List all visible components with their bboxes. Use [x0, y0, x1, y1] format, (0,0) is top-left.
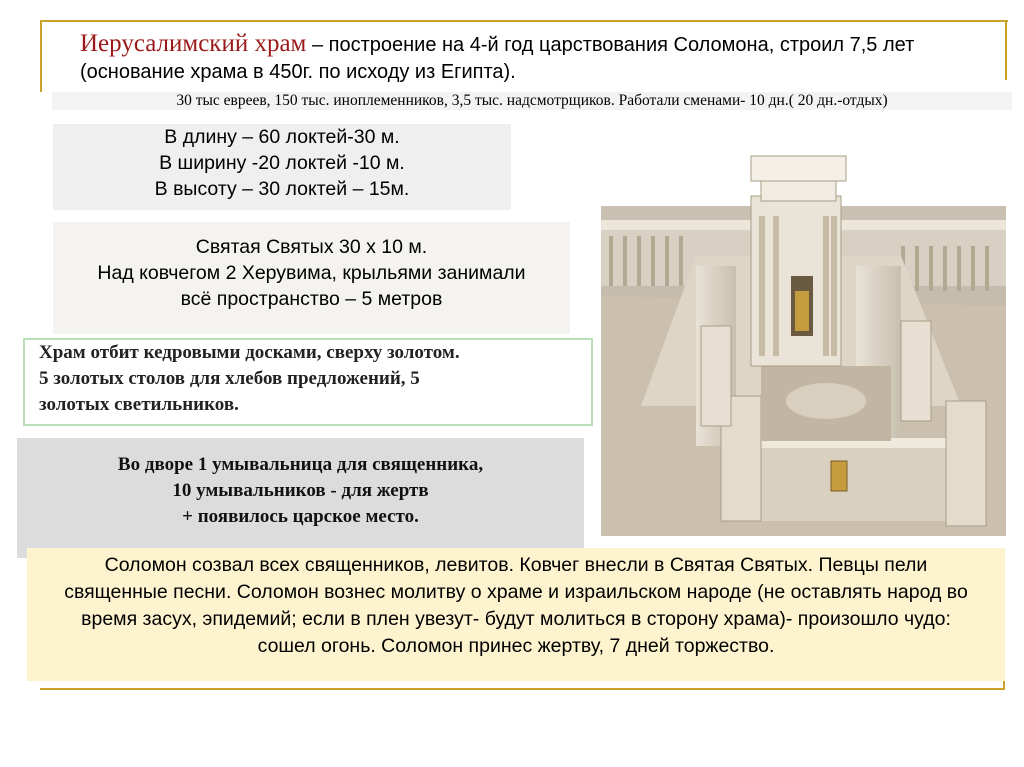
title-main: Иерусалимский храм: [80, 30, 307, 57]
holy-line-2: Над ковчегом 2 Херувима, крыльями занимали: [97, 262, 526, 284]
dimension-height: В высоту – 30 локтей – 15м.: [154, 178, 410, 200]
title-rest: – построение на 4-й год царствования Соломона, строил 7,5 лет (основание храма в 450г. по исходу из Египта).: [80, 34, 915, 83]
cedar-box: [23, 338, 593, 426]
court-line-3: + появилось царское место.: [182, 506, 419, 527]
frame-left-line: [40, 20, 42, 92]
court-line-1: Во дворе 1 умывальница для священника,: [117, 454, 484, 475]
court-line-2: 10 умывальников - для жертв: [172, 480, 429, 501]
frame-bottom-line: [40, 688, 1005, 690]
story-text: Соломон созвал всех священников, левитов. Ковчег внесли в Святая Святых. Певцы пели священные песни. Соломон вознес молитву о храме и израильском народе (не оставлять народ во время засух, эпидемий; если в плен увезут- будут молиться в сторону храма)- произошло чудо: сошел огонь. Соломон принес жертву, 7 дней торжество.: [64, 554, 968, 657]
temple-model-image: [601, 116, 1006, 536]
dimensions-box: [53, 124, 511, 210]
court-box: [17, 438, 584, 558]
holy-line-3: всё пространство – 5 метров: [180, 288, 443, 310]
title-subtitle: 30 тыс евреев, 150 тыс. иноплеменников, 3,5 тыс. надсмотрщиков. Работали сменами- 10 дн.( 20 дн.-отдых): [52, 92, 1012, 110]
frame-top-line: [40, 20, 1008, 22]
holy-of-holies-box: [53, 222, 570, 334]
cedar-line-2: 5 золотых столов для хлебов предложений, 5: [39, 368, 420, 389]
cedar-line-1: Храм отбит кедровыми досками, сверху золотом.: [39, 342, 460, 363]
temple-svg: [601, 116, 1006, 536]
slide-title: [80, 30, 1010, 86]
dimension-length: В длину – 60 локтей-30 м.: [164, 126, 400, 148]
cedar-line-3: золотых светильников.: [39, 394, 239, 415]
story-box: [27, 548, 1005, 681]
dimension-width: В ширину -20 локтей -10 м.: [159, 152, 405, 174]
holy-line-1: Святая Святых 30 х 10 м.: [195, 236, 428, 258]
